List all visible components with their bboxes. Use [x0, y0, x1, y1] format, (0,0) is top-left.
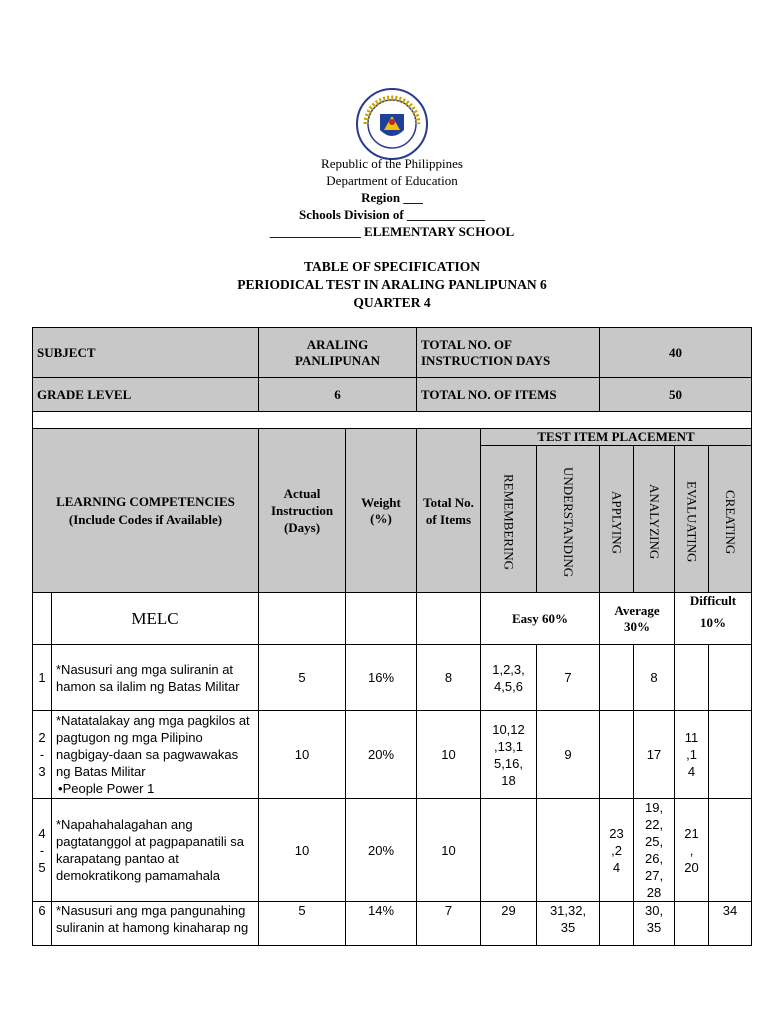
- grade-row: [33, 378, 752, 412]
- items-cell: 10: [417, 799, 481, 902]
- title-line-1: TABLE OF SPECIFICATION: [303, 259, 481, 274]
- header-region: Region ___: [361, 190, 423, 205]
- understanding-cell: 9: [537, 711, 600, 799]
- grade-label: GRADE LEVEL: [33, 378, 259, 412]
- competency-bullet: • People Power 1: [56, 780, 254, 797]
- actual-days-header: Actual Instruction (Days): [259, 429, 346, 593]
- days-cell: 10: [259, 711, 346, 799]
- header-school: ______________ ELEMENTARY SCHOOL: [269, 224, 515, 239]
- weight-header: Weight (%): [346, 429, 417, 593]
- header-division: Schools Division of ____________: [299, 207, 485, 222]
- document-header: [0, 155, 768, 240]
- creating-cell: [709, 645, 752, 711]
- days-cell: 5: [259, 902, 346, 946]
- row-number: 1: [33, 645, 52, 711]
- title-line-3: QUARTER 4: [353, 295, 431, 310]
- understanding-cell: [537, 799, 600, 902]
- difficult-label-text: Difficult: [689, 593, 737, 608]
- specification-table: [32, 327, 752, 946]
- days-cell: 5: [259, 645, 346, 711]
- items-value: 50: [600, 378, 752, 412]
- difficult-percent: 10%: [700, 615, 727, 630]
- creating-header: CREATING: [723, 489, 739, 555]
- understanding-cell: 31,32, 35: [537, 902, 600, 946]
- competency-text: [52, 711, 259, 799]
- weight-cell: 20%: [346, 799, 417, 902]
- evaluating-cell: [675, 645, 709, 711]
- remembering-cell: 29: [481, 902, 537, 946]
- analyzing-cell: 30, 35: [634, 902, 675, 946]
- competency-text-main: *Natatalakay ang mga pagkilos at pagtugon ng mga Pilipino nagbigay-daan sa pagwawakas ng Batas Militar: [56, 713, 250, 779]
- remembering-header: REMEMBERING: [501, 473, 517, 571]
- understanding-header: UNDERSTANDING: [561, 466, 577, 578]
- weight-cell: 14%: [346, 902, 417, 946]
- competency-text: *Napahahalagahan ang pagtatanggol at pagpapanatili sa karapatang pantao at demokratikong pamamahala: [52, 799, 259, 902]
- melc-label: MELC: [52, 593, 259, 645]
- competency-text: *Nasusuri ang mga suliranin at hamon sa ilalim ng Batas Militar: [52, 645, 259, 711]
- applying-cell: [600, 902, 634, 946]
- evaluating-cell: [675, 902, 709, 946]
- subject-row: [33, 328, 752, 378]
- applying-cell: 23 ,2 4: [600, 799, 634, 902]
- creating-cell: 34: [709, 902, 752, 946]
- days-value: 40: [600, 328, 752, 378]
- remembering-cell: 1,2,3, 4,5,6: [481, 645, 537, 711]
- remembering-cell: 10,12 ,13,1 5,16, 18: [481, 711, 537, 799]
- header-line-deped: Department of Education: [326, 173, 458, 188]
- title-line-2: PERIODICAL TEST IN ARALING PANLIPUNAN 6: [237, 277, 547, 292]
- evaluating-cell: 11 ,1 4: [675, 711, 709, 799]
- applying-header: APPLYING: [609, 490, 625, 554]
- weight-cell: 20%: [346, 711, 417, 799]
- table-row: [33, 711, 752, 799]
- analyzing-header: ANALYZING: [647, 484, 663, 560]
- row-number: 4 - 5: [33, 799, 52, 902]
- table-row: [33, 799, 752, 902]
- analyzing-cell: 17: [634, 711, 675, 799]
- test-item-placement-header: TEST ITEM PLACEMENT: [481, 429, 752, 446]
- items-cell: 8: [417, 645, 481, 711]
- creating-cell: [709, 799, 752, 902]
- row-number: 6: [33, 902, 52, 946]
- applying-cell: [600, 711, 634, 799]
- header-line-republic: Republic of the Philippines: [321, 156, 463, 171]
- analyzing-cell: 19, 22, 25, 26, 27, 28: [634, 799, 675, 902]
- applying-cell: [600, 645, 634, 711]
- difficult-label: [675, 593, 752, 645]
- days-label: TOTAL NO. OF INSTRUCTION DAYS: [417, 328, 600, 378]
- grade-value: 6: [259, 378, 417, 412]
- items-cell: 7: [417, 902, 481, 946]
- items-label: TOTAL NO. OF ITEMS: [417, 378, 600, 412]
- table-row: [33, 645, 752, 711]
- items-cell: 10: [417, 711, 481, 799]
- competencies-header: LEARNING COMPETENCIES (Include Codes if Available): [33, 429, 259, 593]
- table-row: [33, 902, 752, 946]
- row-number: 2 - 3: [33, 711, 52, 799]
- melc-row: [33, 593, 752, 645]
- understanding-cell: 7: [537, 645, 600, 711]
- easy-label: Easy 60%: [481, 593, 600, 645]
- subject-label: SUBJECT: [33, 328, 259, 378]
- spacer-row: [33, 412, 752, 429]
- deped-seal-logo: [356, 88, 428, 160]
- evaluating-cell: 21 , 20: [675, 799, 709, 902]
- weight-cell: 16%: [346, 645, 417, 711]
- document-title: [0, 258, 768, 312]
- average-label: Average 30%: [600, 593, 675, 645]
- analyzing-cell: 8: [634, 645, 675, 711]
- total-items-header: Total No. of Items: [417, 429, 481, 593]
- creating-cell: [709, 711, 752, 799]
- remembering-cell: [481, 799, 537, 902]
- days-cell: 10: [259, 799, 346, 902]
- competency-text: *Nasusuri ang mga pangunahing suliranin at hamong kinaharap ng: [52, 902, 259, 946]
- subject-value: ARALING PANLIPUNAN: [259, 328, 417, 378]
- placement-header-row: [33, 429, 752, 446]
- evaluating-header: EVALUATING: [684, 481, 700, 563]
